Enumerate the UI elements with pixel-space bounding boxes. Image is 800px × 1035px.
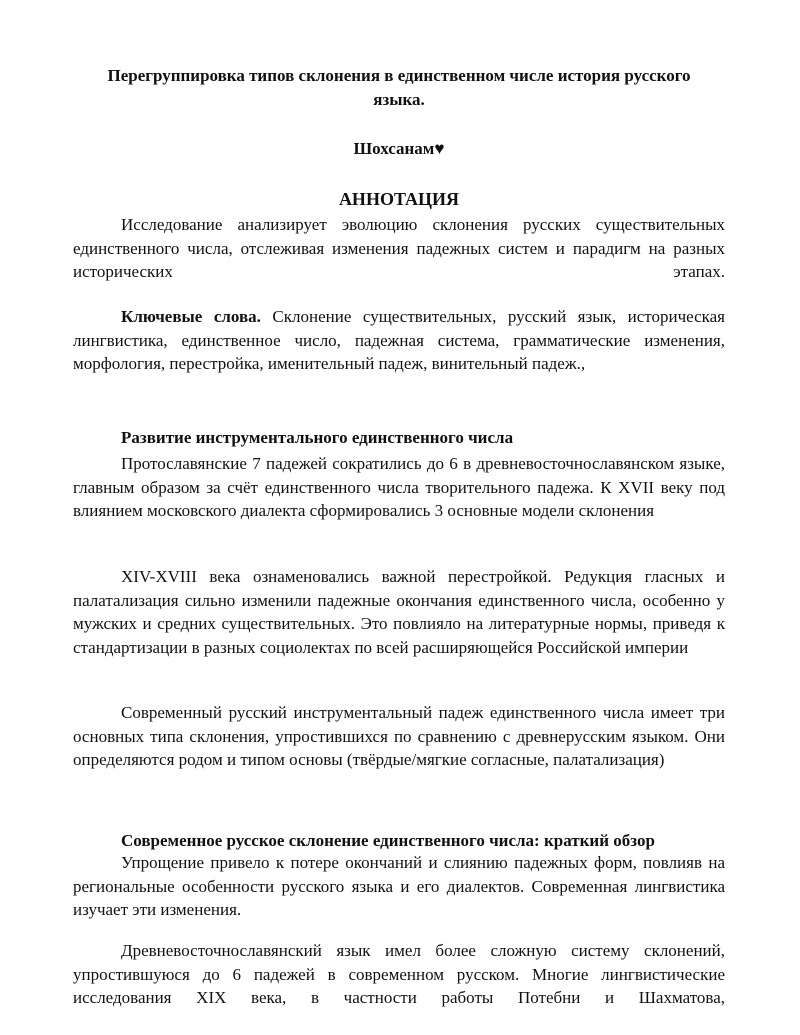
keywords-label: Ключевые слова. bbox=[121, 307, 261, 326]
section2-paragraph-2: Древневосточнославянский язык имел более сложную систему склонений, упростившуюся до 6 падежей в современном русском. Многие лингвистические исследования XIX века, в частности работы Потебни и Шахматова, bbox=[73, 941, 725, 1007]
keywords-paragraph bbox=[73, 305, 725, 376]
section1-paragraph-1: Протославянские 7 падежей сократились до 6 в древневосточнославянском языке, главным образом за счёт единственного числа творительного падежа. К XVII веку под влиянием московского диалекта сформировались 3 основные модели склонения bbox=[73, 454, 725, 520]
section1-paragraph-3: Современный русский инструментальный падеж единственного числа имеет три основных типа склонения, упростившихся по сравнению с древнерусским языком. Они определяются родом и типом основы (твёрдые/мягкие согласные, палатализация) bbox=[73, 703, 725, 769]
annotation-text: Исследование анализирует эволюцию склонения русских существительных единственного числа, отслеживая изменения падежных систем и парадигм на разных исторических этапах. bbox=[73, 215, 725, 281]
keywords-text: Склонение существительных, русский язык, историческая лингвистика, единственное число, падежная система, грамматические изменения, морфология, перестройка, именительный падеж, винительный падеж., bbox=[73, 307, 726, 373]
section2-heading: Современное русское склонение единственного числа: краткий обзор bbox=[121, 831, 655, 850]
section2-paragraph-1: Упрощение привело к потере окончаний и слиянию падежных форм, повлияв на региональные особенности русского языка и его диалектов. Современная лингвистика изучает эти изменения. bbox=[73, 853, 725, 919]
annotation-heading: АННОТАЦИЯ bbox=[338, 189, 460, 209]
document-title: Перегруппировка типов склонения в единственном числе история русского языка. bbox=[107, 66, 691, 109]
section1-heading: Развитие инструментального единственного числа bbox=[121, 428, 514, 447]
section2-paragraph-2-container bbox=[73, 939, 725, 1009]
author-name: Шохсанам♥ bbox=[353, 139, 445, 158]
section1-paragraph-2: XIV-XVIII века ознаменовались важной перестройкой. Редукция гласных и палатализация сильно изменили падежные окончания единственного числа, особенно у мужских и средних существительных. Это повлияло на литературные нормы, приведя к стандартизации в разных социолектах по всей расширяющейся Российской империи bbox=[73, 567, 725, 657]
